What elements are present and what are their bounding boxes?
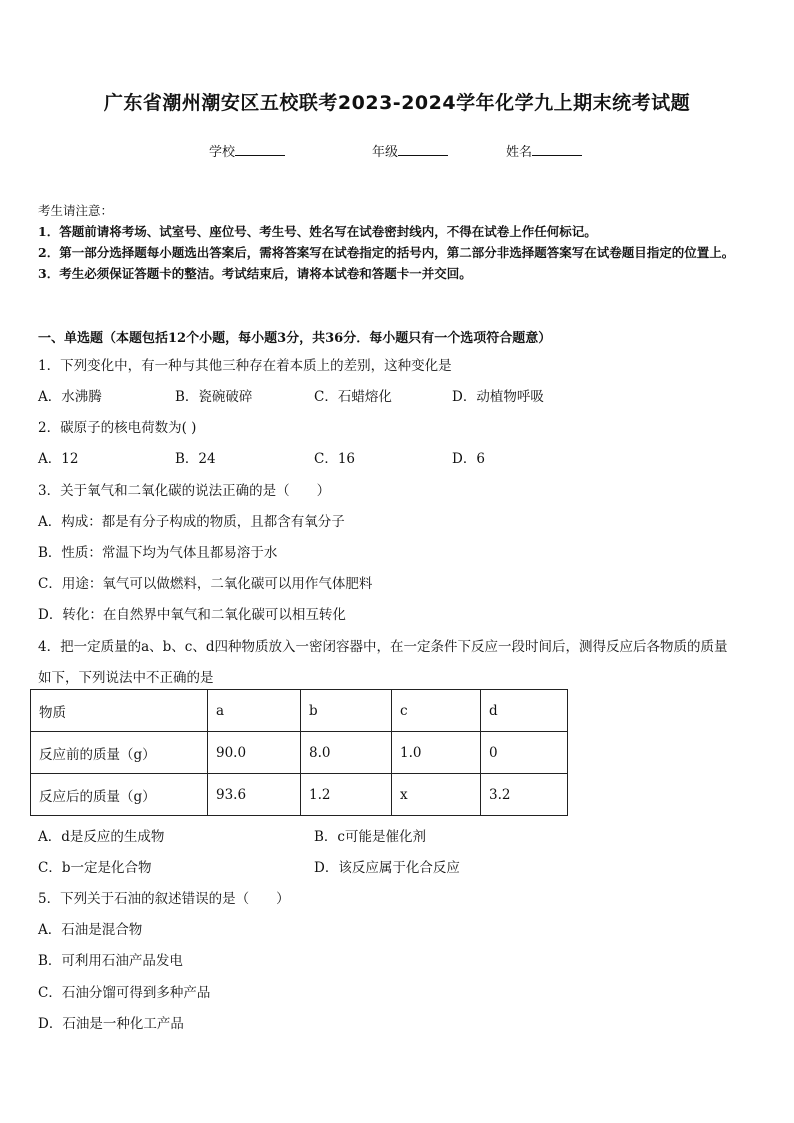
table-header-cell: d xyxy=(481,690,568,732)
q4-stem-line2: 如下，下列说法中不正确的是 xyxy=(38,670,214,686)
table-header-cell: b xyxy=(301,690,392,732)
school-label: 学校 xyxy=(209,145,236,160)
name-field xyxy=(506,141,582,160)
notice-item-3: 3．考生必须保证答题卡的整洁。考试结束后，请将本试卷和答题卡一并交回。 xyxy=(38,266,472,281)
school-blank[interactable] xyxy=(235,143,285,156)
section-heading: 一、单选题（本题包括12个小题，每小题3分，共36分．每小题只有一个选项符合题意） xyxy=(38,331,552,346)
q3-option-c[interactable]: C．用途：氧气可以做燃料，二氧化碳可以用作气体肥料 xyxy=(38,576,373,592)
grade-label: 年级 xyxy=(372,145,399,160)
notice-item-1: 1．答题前请将考场、试室号、座位号、考生号、姓名写在试卷密封线内，不得在试卷上作任何标记。 xyxy=(38,224,597,239)
q1-option-d[interactable]: D．动植物呼吸 xyxy=(452,389,544,405)
notice-heading: 考生请注意： xyxy=(38,203,114,218)
q5-option-a[interactable]: A．石油是混合物 xyxy=(38,922,143,938)
notice-item-2: 2．第一部分选择题每小题选出答案后，需将答案写在试卷指定的括号内，第二部分非选择题答案写在试卷题目指定的位置上。 xyxy=(38,245,735,260)
notice-block xyxy=(38,200,760,284)
q4-option-d[interactable]: D．该反应属于化合反应 xyxy=(314,860,460,876)
q5-option-c[interactable]: C．石油分馏可得到多种产品 xyxy=(38,985,211,1001)
q2-option-c[interactable]: C．16 xyxy=(314,451,356,467)
table-cell: 8.0 xyxy=(301,732,392,774)
table-header-cell: 物质 xyxy=(31,690,208,732)
grade-field xyxy=(372,141,448,160)
q4-option-b[interactable]: B．c可能是催化剂 xyxy=(314,829,426,845)
q3-option-d[interactable]: D．转化：在自然界中氧气和二氧化碳可以相互转化 xyxy=(38,607,346,623)
name-label: 姓名 xyxy=(506,145,533,160)
grade-blank[interactable] xyxy=(398,143,448,156)
q2-option-a[interactable]: A．12 xyxy=(38,451,79,467)
table-cell: 3.2 xyxy=(481,774,568,816)
name-blank[interactable] xyxy=(532,143,582,156)
q1-option-b[interactable]: B．瓷碗破碎 xyxy=(175,389,253,405)
q2-stem: 2．碳原子的核电荷数为( ) xyxy=(38,420,197,436)
table-header-row xyxy=(31,690,568,732)
table-header-cell: c xyxy=(392,690,481,732)
q3-option-b[interactable]: B．性质：常温下均为气体且都易溶于水 xyxy=(38,545,278,561)
table-cell: x xyxy=(392,774,481,816)
page-title: 广东省潮州潮安区五校联考2023-2024学年化学九上期末统考试题 xyxy=(103,92,691,114)
mass-table xyxy=(30,689,568,816)
q3-stem: 3．关于氧气和二氧化碳的说法正确的是（ ） xyxy=(38,483,331,499)
q1-option-c[interactable]: C．石蜡熔化 xyxy=(314,389,392,405)
q1-stem: 1．下列变化中，有一种与其他三种存在着本质上的差别，这种变化是 xyxy=(38,358,452,374)
q3-option-a[interactable]: A．构成：都是有分子构成的物质，且都含有氧分子 xyxy=(38,514,345,530)
table-cell: 1.2 xyxy=(301,774,392,816)
q4-option-a[interactable]: A．d是反应的生成物 xyxy=(38,829,165,845)
table-cell: 93.6 xyxy=(208,774,301,816)
q5-stem: 5．下列关于石油的叙述错误的是（ ） xyxy=(38,891,290,907)
table-row xyxy=(31,732,568,774)
table-cell: 0 xyxy=(481,732,568,774)
q5-option-d[interactable]: D．石油是一种化工产品 xyxy=(38,1016,184,1032)
q2-option-b[interactable]: B．24 xyxy=(175,451,216,467)
table-cell: 1.0 xyxy=(392,732,481,774)
table-cell: 反应前的质量（g） xyxy=(31,732,208,774)
table-header-cell: a xyxy=(208,690,301,732)
q2-option-d[interactable]: D．6 xyxy=(452,451,485,467)
q5-option-b[interactable]: B．可利用石油产品发电 xyxy=(38,953,183,969)
table-cell: 反应后的质量（g） xyxy=(31,774,208,816)
school-field xyxy=(209,141,285,160)
table-cell: 90.0 xyxy=(208,732,301,774)
q4-option-c[interactable]: C．b一定是化合物 xyxy=(38,860,152,876)
q4-stem-line1: 4．把一定质量的a、b、c、d四种物质放入一密闭容器中，在一定条件下反应一段时间后，测得反应后各物质的质量 xyxy=(38,639,728,655)
table-row xyxy=(31,774,568,816)
q1-option-a[interactable]: A．水沸腾 xyxy=(38,389,102,405)
